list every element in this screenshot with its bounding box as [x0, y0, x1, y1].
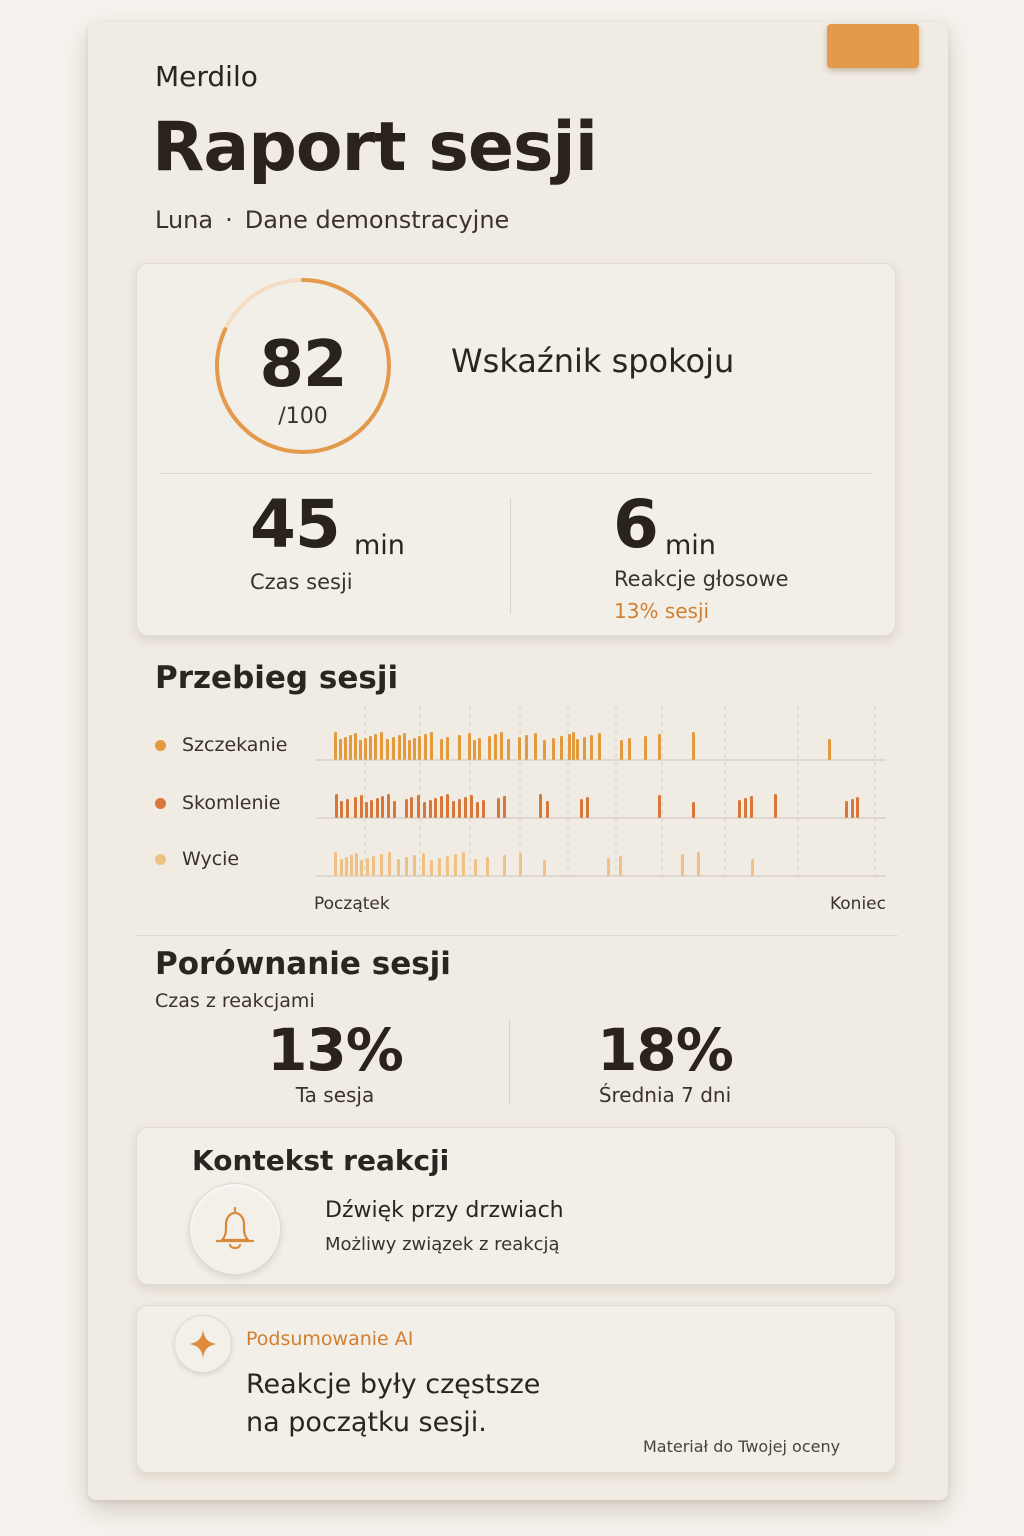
score-card [136, 263, 896, 636]
timeline-mark [346, 799, 349, 818]
timeline-mark [468, 733, 471, 760]
timeline-mark [392, 737, 395, 760]
page-title: Raport sesji [152, 108, 598, 187]
timeline-mark [334, 852, 337, 876]
legend-dot-barking [155, 740, 166, 751]
ai-summary-line-1: Reakcje były częstsze [246, 1369, 541, 1400]
timeline-mark [476, 802, 479, 818]
timeline-mark [507, 739, 510, 760]
timeline-mark [388, 852, 391, 876]
timeline-mark [434, 798, 437, 818]
timeline-mark [397, 859, 400, 876]
legend-dot-howling [155, 854, 166, 865]
timeline-mark [413, 855, 416, 876]
timeline-mark [738, 800, 741, 818]
timeline-mark [488, 736, 491, 760]
timeline-mark [580, 799, 583, 818]
timeline-mark [583, 737, 586, 760]
accent-tab[interactable] [827, 24, 919, 68]
timeline-mark [681, 854, 684, 876]
timeline-mark [364, 738, 367, 760]
timeline-mark [418, 736, 421, 760]
timeline-mark [349, 735, 352, 760]
legend-howling [155, 848, 239, 870]
timeline-mark [386, 739, 389, 760]
score-label: Wskaźnik spokoju [451, 342, 735, 380]
timeline-mark [845, 801, 848, 818]
timeline-mark [751, 859, 754, 876]
comparison-title: Porównanie sesji [155, 946, 451, 982]
timeline-mark [473, 740, 476, 760]
ai-summary-line-2: na początku sesji. [246, 1407, 487, 1438]
ai-summary-text [246, 1366, 626, 1442]
weekly-average-label: Średnia 7 dni [598, 1083, 732, 1107]
timeline-mark [369, 736, 372, 760]
timeline-mark [658, 795, 661, 818]
timeline-mark [534, 733, 537, 760]
timeline-mark [458, 799, 461, 818]
timeline-mark [438, 858, 441, 876]
timeline-mark [380, 732, 383, 760]
brand-name: Merdilo [155, 60, 258, 93]
this-session-label: Ta sesja [295, 1083, 375, 1107]
timeline-mark [360, 860, 363, 876]
timeline-mark [440, 739, 443, 760]
timeline-mark [354, 733, 357, 760]
timeline-mark [423, 802, 426, 818]
duration-unit: min [354, 530, 405, 561]
sparkle-badge [174, 1315, 232, 1373]
timeline-mark [430, 732, 433, 760]
timeline-mark [424, 734, 427, 760]
timeline-mark [546, 801, 549, 818]
timeline-mark [494, 734, 497, 760]
stats-divider [510, 498, 511, 614]
timeline-mark [470, 795, 473, 818]
timeline-mark [497, 798, 500, 818]
section-divider [136, 935, 898, 936]
timeline-mark [856, 797, 859, 818]
timeline-mark [644, 736, 647, 760]
this-session-value: 13% [267, 1016, 403, 1084]
timeline-mark [692, 732, 695, 760]
timeline-mark [619, 856, 622, 876]
timeline-mark [413, 738, 416, 760]
timeline-mark [478, 738, 481, 760]
legend-whining [155, 792, 281, 814]
duration-value: 45 [250, 486, 340, 563]
timeline-mark [334, 732, 337, 760]
bell-icon [212, 1204, 258, 1254]
timeline-mark [744, 798, 747, 818]
timeline-mark [462, 852, 465, 876]
timeline-mark [458, 735, 461, 760]
weekly-average-value: 18% [597, 1016, 733, 1084]
timeline-mark [350, 855, 353, 876]
vocal-label: Reakcje głosowe [614, 567, 789, 591]
page-subtitle [155, 206, 509, 234]
timeline-mark [590, 735, 593, 760]
legend-label-barking: Szczekanie [182, 734, 288, 756]
timeline-start-label: Początek [314, 894, 390, 914]
timeline-mark [359, 740, 362, 760]
session-timeline [310, 702, 890, 892]
timeline-mark [405, 857, 408, 876]
timeline-mark [552, 738, 555, 760]
timeline-mark [576, 739, 579, 760]
timeline-mark [518, 737, 521, 760]
timeline-mark [560, 736, 563, 760]
vocal-value: 6 [613, 486, 658, 563]
vocal-unit: min [665, 530, 716, 561]
timeline-mark [525, 735, 528, 760]
timeline-mark [354, 797, 357, 818]
timeline-mark [486, 857, 489, 876]
timeline-mark [374, 734, 377, 760]
timeline-mark [586, 797, 589, 818]
timeline-mark [628, 738, 631, 760]
timeline-mark [380, 854, 383, 876]
duration-label: Czas sesji [250, 570, 353, 594]
timeline-mark [393, 801, 396, 818]
timeline-mark [440, 796, 443, 818]
timeline-mark [429, 800, 432, 818]
timeline-mark [568, 734, 571, 760]
timeline-mark [503, 796, 506, 818]
timeline-mark [543, 860, 546, 876]
timeline-mark [620, 740, 623, 760]
comparison-subtitle: Czas z reakcjami [155, 990, 315, 1012]
ai-summary-card[interactable] [136, 1305, 896, 1473]
context-note: Możliwy związek z reakcją [325, 1234, 560, 1255]
timeline-mark [539, 794, 542, 818]
score-max: /100 [278, 404, 328, 429]
timeline-mark [446, 794, 449, 818]
timeline-mark [474, 859, 477, 876]
ai-summary-footer: Materiał do Twojej oceny [643, 1437, 841, 1456]
timeline-mark [774, 794, 777, 818]
timeline-mark [750, 796, 753, 818]
timeline-mark [366, 858, 369, 876]
timeline-mark [692, 802, 695, 818]
timeline-mark [403, 733, 406, 760]
timeline-mark [398, 735, 401, 760]
timeline-mark [454, 854, 457, 876]
context-event: Dźwięk przy drzwiach [325, 1198, 564, 1223]
context-title: Kontekst reakcji [192, 1144, 450, 1177]
timeline-end-label: Koniec [829, 894, 886, 914]
score-divider [161, 473, 871, 474]
legend-label-howling: Wycie [182, 848, 240, 870]
score-value: 82 [259, 328, 347, 402]
timeline-mark [446, 737, 449, 760]
timeline-mark [828, 739, 831, 760]
timeline-mark [503, 855, 506, 876]
timeline-mark [339, 739, 342, 760]
timeline-mark [360, 795, 363, 818]
timeline-mark [376, 798, 379, 818]
timeline-mark [387, 794, 390, 818]
timeline-mark [572, 732, 575, 760]
timeline-mark [370, 800, 373, 818]
timeline-mark [365, 802, 368, 818]
timeline-mark [344, 737, 347, 760]
vocal-note: 13% sesji [614, 599, 710, 623]
timeline-mark [381, 796, 384, 818]
context-card[interactable] [136, 1127, 896, 1285]
timeline-mark [410, 797, 413, 818]
timeline-mark [335, 794, 338, 818]
data-mode: Dane demonstracyjne [244, 206, 510, 234]
timeline-mark [598, 733, 601, 760]
timeline-mark [340, 801, 343, 818]
comparison-divider [509, 1019, 510, 1105]
timeline-mark [422, 853, 425, 876]
bell-badge [189, 1183, 281, 1275]
timeline-mark [543, 740, 546, 760]
timeline-mark [340, 859, 343, 876]
timeline-mark [417, 795, 420, 818]
sparkle-icon [188, 1329, 218, 1359]
subtitle-separator: · [225, 206, 233, 234]
timeline-mark [452, 801, 455, 818]
timeline-mark [345, 857, 348, 876]
timeline-mark [658, 734, 661, 760]
timeline-mark [446, 856, 449, 876]
timeline-mark [405, 799, 408, 818]
timeline-mark [372, 856, 375, 876]
timeline-mark [464, 797, 467, 818]
timeline-mark [519, 853, 522, 876]
legend-barking [155, 734, 287, 756]
timeline-mark [500, 732, 503, 760]
timeline-mark [851, 799, 854, 818]
timeline-mark [607, 858, 610, 876]
ai-summary-label: Podsumowanie AI [246, 1328, 414, 1350]
dog-name: Luna [155, 206, 214, 234]
legend-label-whining: Skomlenie [182, 792, 281, 814]
legend-dot-whining [155, 798, 166, 809]
timeline-mark [482, 800, 485, 818]
timeline-mark [430, 860, 433, 876]
timeline-mark [408, 740, 411, 760]
timeline-title: Przebieg sesji [155, 660, 399, 696]
timeline-mark [355, 853, 358, 876]
timeline-mark [697, 852, 700, 876]
